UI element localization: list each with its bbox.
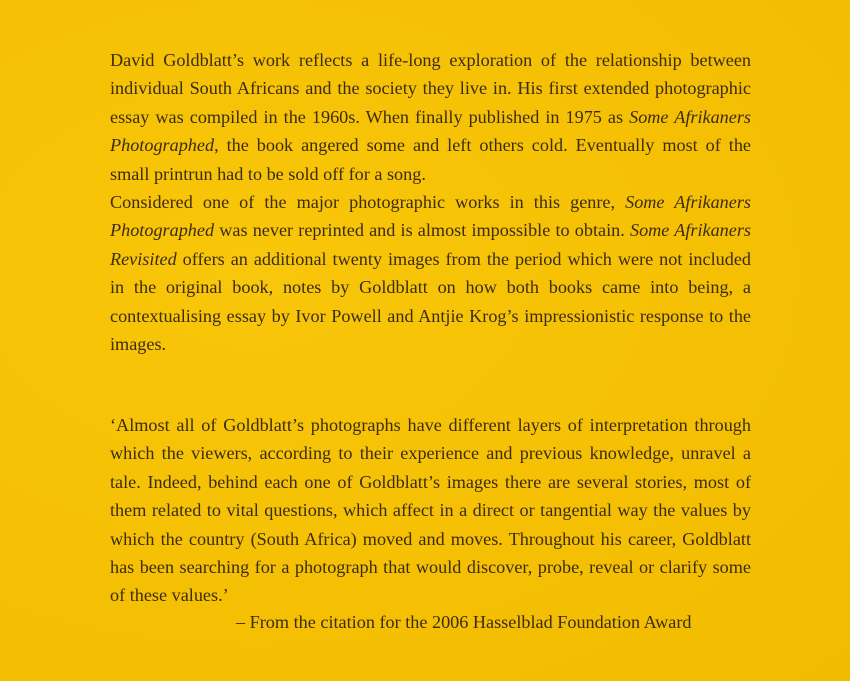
book-title-text: Some Afrikaners Photographed (110, 192, 751, 241)
blurb-paragraph-2 (110, 188, 751, 358)
book-title-text: Some Afrikaners Revisited (110, 220, 751, 269)
book-title-text: Some Afrikaners Photographed (110, 106, 751, 156)
body-text: offers an additional twenty images from the period which were not included in the original book, notes by Goldblatt on how both books came into being, a contextualising essay by Ivor Powell and Antjie Krog’s impressionistic response to the images. (110, 248, 751, 355)
quote-text: ‘Almost all of Goldblatt’s photographs have different layers of interpretation through which the viewers, according to their experience and previous knowledge, unravel a tale. Indeed, behind each one of Goldblatt’s images there are several stories, most of them related to vital questions, which affect in a direct or tangential way the values by which the country (South Africa) moved and moves. Throughout his career, Goldblatt has been searching for a photograph that would discover, probe, reveal or clarify some of these values.’ (110, 415, 751, 606)
body-text: was never reprinted and is almost impossible to obtain. (214, 220, 630, 241)
blurb-paragraph-1 (110, 46, 751, 188)
blurb-text (110, 46, 751, 358)
body-text: Considered one of the major photographic works in this genre, (110, 192, 626, 213)
citation-quote (110, 411, 751, 610)
quote-attribution: – From the citation for the 2006 Hasselblad Foundation Award (236, 612, 692, 632)
body-text: , the book angered some and left others cold. Eventually most of the small printrun had to be sold off for a song. (110, 135, 751, 184)
body-text: David Goldblatt’s work reflects a life-long exploration of the relationship between individual South Africans and the society they live in. His first extended photographic essay was compiled in the 1960s. When finally published in 1975 as (110, 50, 751, 127)
